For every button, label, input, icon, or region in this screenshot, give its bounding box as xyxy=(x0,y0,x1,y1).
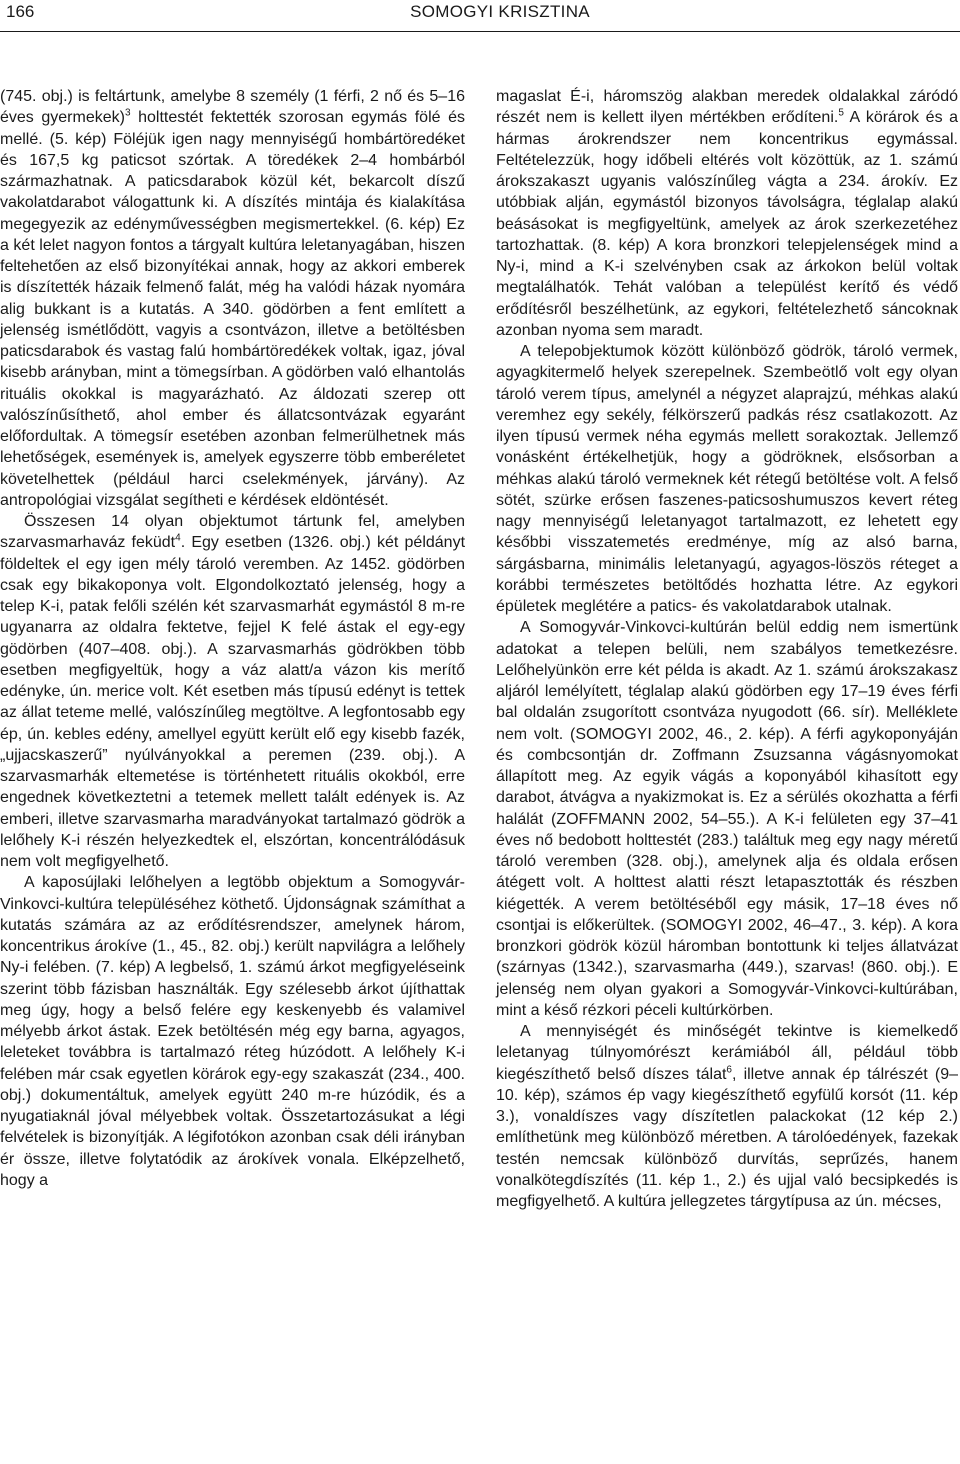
footnote-ref: 6 xyxy=(726,1064,732,1076)
text-run: (745. obj.) is feltártunk, amelybe 8 személy (1 férfi, 2 nő és 5–16 éves gyermekek) xyxy=(0,88,465,127)
right-paragraph-2: A telepobjektumok között különböző gödrök, tároló vermek, agyagkitermelő helyek szerepelnek. Szembeötlő volt egy olyan tároló verem típus, amelynél a négyzet alaprajzú, méhkas alakú veremhez egy sekély, félkörszerű padkás rész csatlakozott. Az ilyen típusú vermek néha egymás mellett sorakoztak. Jellemző vonásként értékelhetjük, hogy a gödröknek, elsősorban a méhkas alakú tároló vermeknek két rétegű betöltése volt. A felső sötét, szürke erősen faszenes-paticsoshumuszos kevert réteg nagy mennyiségű leletanyagot tartalmazott, ez lehetett egy későbbi visszatemetés eredménye, míg az alsó barna, sárgásbarna, minimális leletanyagú, agyagos-löszös réteget a korábbi természetes betöltődés hozhatta létre. Az egykori épületek meglétére a patics- és vakolatdarabok utalnak. xyxy=(496,343,958,615)
text-run: . Egy esetben (1326. obj.) két példányt földeltek el egy igen mély tároló veremben. Az 1452. gödörben csak egy bikakoponya volt. Elgondolkoztató jelenség, hogy a telep K-i, patak felőli szélén két szarvasmarhát egymástól 8 m-re ugyanarra az oldalra fektetve, fejjel K felé ástak el egy-egy gödörben (407–408. obj.). A szarvasmarhás gödrökben több esetben megfigyeltük, hogy a váz alatt/a vázon kis merítő edényke, ún. merice volt. Két esetben más típusú edényt is tettek az állat teteme mellé, valószínűleg megtöltve. A legfontosabb egy ép, ún. kebles edény, amellyel együtt került elő egy kisebb fazék, „ujjacskaszerű” nyúlványokkal a peremen (239. obj.). A szarvasmarhák eltemetése is történhetett rituális okokból, erre engednek következtetni a tetemek mellett talált edények is. Az emberi, illetve szarvasmarha maradványokat tartalmazó gödrök a lelőhely K-i részén helyezkedtek el, elszórtan, koncentrálódásuk nem volt megfigyelhető. xyxy=(0,534,466,870)
left-paragraph-3: A kaposújlaki lelőhelyen a legtöbb objektum a Somogyvár-Vinkovci-kultúra településéhez köthető. Újdonságnak számíthat a kutatás számára az az erődítésrendszer, amelynek három, koncentrikus árokíve (1., 45., 82. obj.) került napvilágra a lelőhely Ny-i felében. (7. kép) A legbelső, 1. számú árkot megfigyeléseink szerint több fázisban használták. Egy szélesebb árkot újíthattak meg úgy, hogy a belső felére egy keskenyebb és valamivel mélyebb árkot ástak. Ezek betöltésén még egy barna, agyagos, leleteket továbbra is tartalmazó réteg húzódott. A lelőhely K-i felében már csak egyetlen körárok egy-egy szakaszát (234., 400. obj.) dokumentáltuk, amelyek együtt 240 m-re húzódik, és a nyugatiaknál jóval mélyebbek voltak. Összetartozásukat a légi felvételek is bizonyítják. A légifotókon azonban csak déli irányban ér össze, illetve folytatódik az árokívek vonala. Elképzelhető, hogy a xyxy=(0,874,465,1189)
right-paragraph-3: A Somogyvár-Vinkovci-kultúrán belül eddig nem ismertünk adatokat a telepen belüli, nem szabályos temetkezésre. Lelőhelyünkön erre két példa is akadt. Az 1. számú árokszakasz aljáról lemélyített, téglalap alakú gödörben egy 17–19 éves férfi bal oldalán zsugorított csontváza nyugodott (66. sír). Melléklete nem volt. (SOMOGYI 2002, 46., 2. kép). A férfi agykoponyáján és combcsontján dr. Zoffmann Zsuzsanna vágásnyomokat állapított meg. Az egyik vágás a koponyából kihasított egy darabot, átvágva a nyakizmokat is. Ez a sérülés okozhatta a férfi halálát (ZOFFMANN 2002, 54–55.). A K-i felületen egy 37–41 éves nő bedobott holttestét (283.) találtuk meg egy nagy méretű tároló veremben (328. obj.), amelynek alja és oldala erősen átégett volt. A holttest alatti részt letapasztották és részben kiégették. A verem betöltéséből egy másik, 17–18 éves nő csontjai is előkerültek. (SOMOGYI 2002, 46–47., 3. kép). A kora bronzkori gödrök közül háromban bontottunk ki teljes állatvázat (szárnyas (1342.), szarvasmarha (449.), szarvas! (860. obj.). E jelenség nem olyan gyakori a Somogyvár-Vinkovci-kultúrában, mint a késő rézkori péceli kultúrkörben. xyxy=(496,619,958,1019)
header-rule xyxy=(0,31,960,32)
footnote-ref: 4 xyxy=(175,532,181,544)
page-number: 166 xyxy=(6,2,35,21)
footnote-ref: 5 xyxy=(838,107,844,119)
left-paragraph-2 xyxy=(0,511,465,872)
left-paragraph-1 xyxy=(0,86,465,511)
left-column xyxy=(0,86,465,1191)
text-run: magaslat É-i, háromszög alakban meredek oldalakkal záródó részét nem is kellett ilyen mértékben erődíteni. xyxy=(496,88,958,127)
right-column xyxy=(496,86,958,1212)
right-paragraph-1 xyxy=(496,86,958,341)
text-run: Összesen 14 olyan objektumot tártunk fel, amelyben szarvasmarhaváz feküdt xyxy=(0,513,465,552)
text-run: holttestét fektették szorosan egymás fölé és mellé. (5. kép) Föléjük igen nagy mennyiségű hombártöredéket és 167,5 kg paticsot szórtak. A töredékek 2–4 hombárból származhatnak. A paticsdarabok közül két, bekarcolt díszű vakolatdarabot válogattunk ki. A díszítés mintája és kialakítása megegyezik az edényművességben megismertekkel. (6. kép) Ez a két lelet nagyon fontos a tárgyalt kultúra leletanyagában, hiszen feltehetően az első bizonyítékai annak, hogy az akkori emberek is díszítették házaik felmenő falát, még ha valódi házak nyomára alig bukkant is a kutatás. A 340. gödörben a fent említett a jelenség ismétlődött, vagyis a csontvázon, illetve a betöltésben paticsdarabok és vastag falú hombártöredékek voltak, igaz, jóval kisebb arányban, mint a tömegsírban. A gödörben való elhantolás rituális okokkal is magyarázható. Az áldozati szerep ott valószínűsíthető, ahol ember és állatcsontvázak egyaránt előfordultak. A tömegsír esetében azonban felmerülhetnek más lehetőségek, események is, amelyek egyszerre több emberéletet követelhettek (például harci cselekmények, járvány). Az antropológiai vizsgálat segítheti e kérdések eldöntését. xyxy=(0,109,465,509)
text-run: , illetve annak ép tálrészét (9–10. kép), számos ép vagy kiegészíthető egyfülű korsót (11. kép 3.), vonaldíszes vagy díszítetlen palackokat (12 kép 2.) említhetünk meg különböző méretben. A tárolóedények, fazekak testén nemcsak különböző durvítás, seprűzés, hanem vonalkötegdíszítés (11. kép 1., 2.) és ujjal való becsipkedés is megfigyelhető. A kultúra jellegzetes tárgytípusa az ún. mécses, xyxy=(496,1065,958,1210)
footnote-ref: 3 xyxy=(124,107,131,119)
running-head: SOMOGYI KRISZTINA xyxy=(410,2,590,21)
text-run: A mennyiségét és minőségét tekintve is kiemelkedő leletanyag túlnyomórészt kerámiából áll, például több kiegészíthető belső díszes tálat xyxy=(496,1023,958,1083)
text-run: A körárok és a hármas árokrendszer nem koncentrikus egymással. Feltételezzük, hogy időbeli eltérés volt közöttük, az 1. számú árokszakaszt ugyanis valószínűleg vágta a 234. árokív. Ez utóbbiak alján, egymástól bizonyos távolságra, téglalap alakú beásásokat is megfigyeltünk, amelyek az árok szerkezetéhez tartozhattak. (8. kép) A kora bronzkori telepjelenségek mind a Ny-i, mind a K-i szelvényben csak az árkokon belül voltak megtalálhatók. Tehát valóban a települést kerítő és védő erődítésről beszélhetünk, az egykori, feltételezhető sáncoknak azonban nyoma sem maradt. xyxy=(496,109,958,339)
right-paragraph-4 xyxy=(496,1021,958,1212)
